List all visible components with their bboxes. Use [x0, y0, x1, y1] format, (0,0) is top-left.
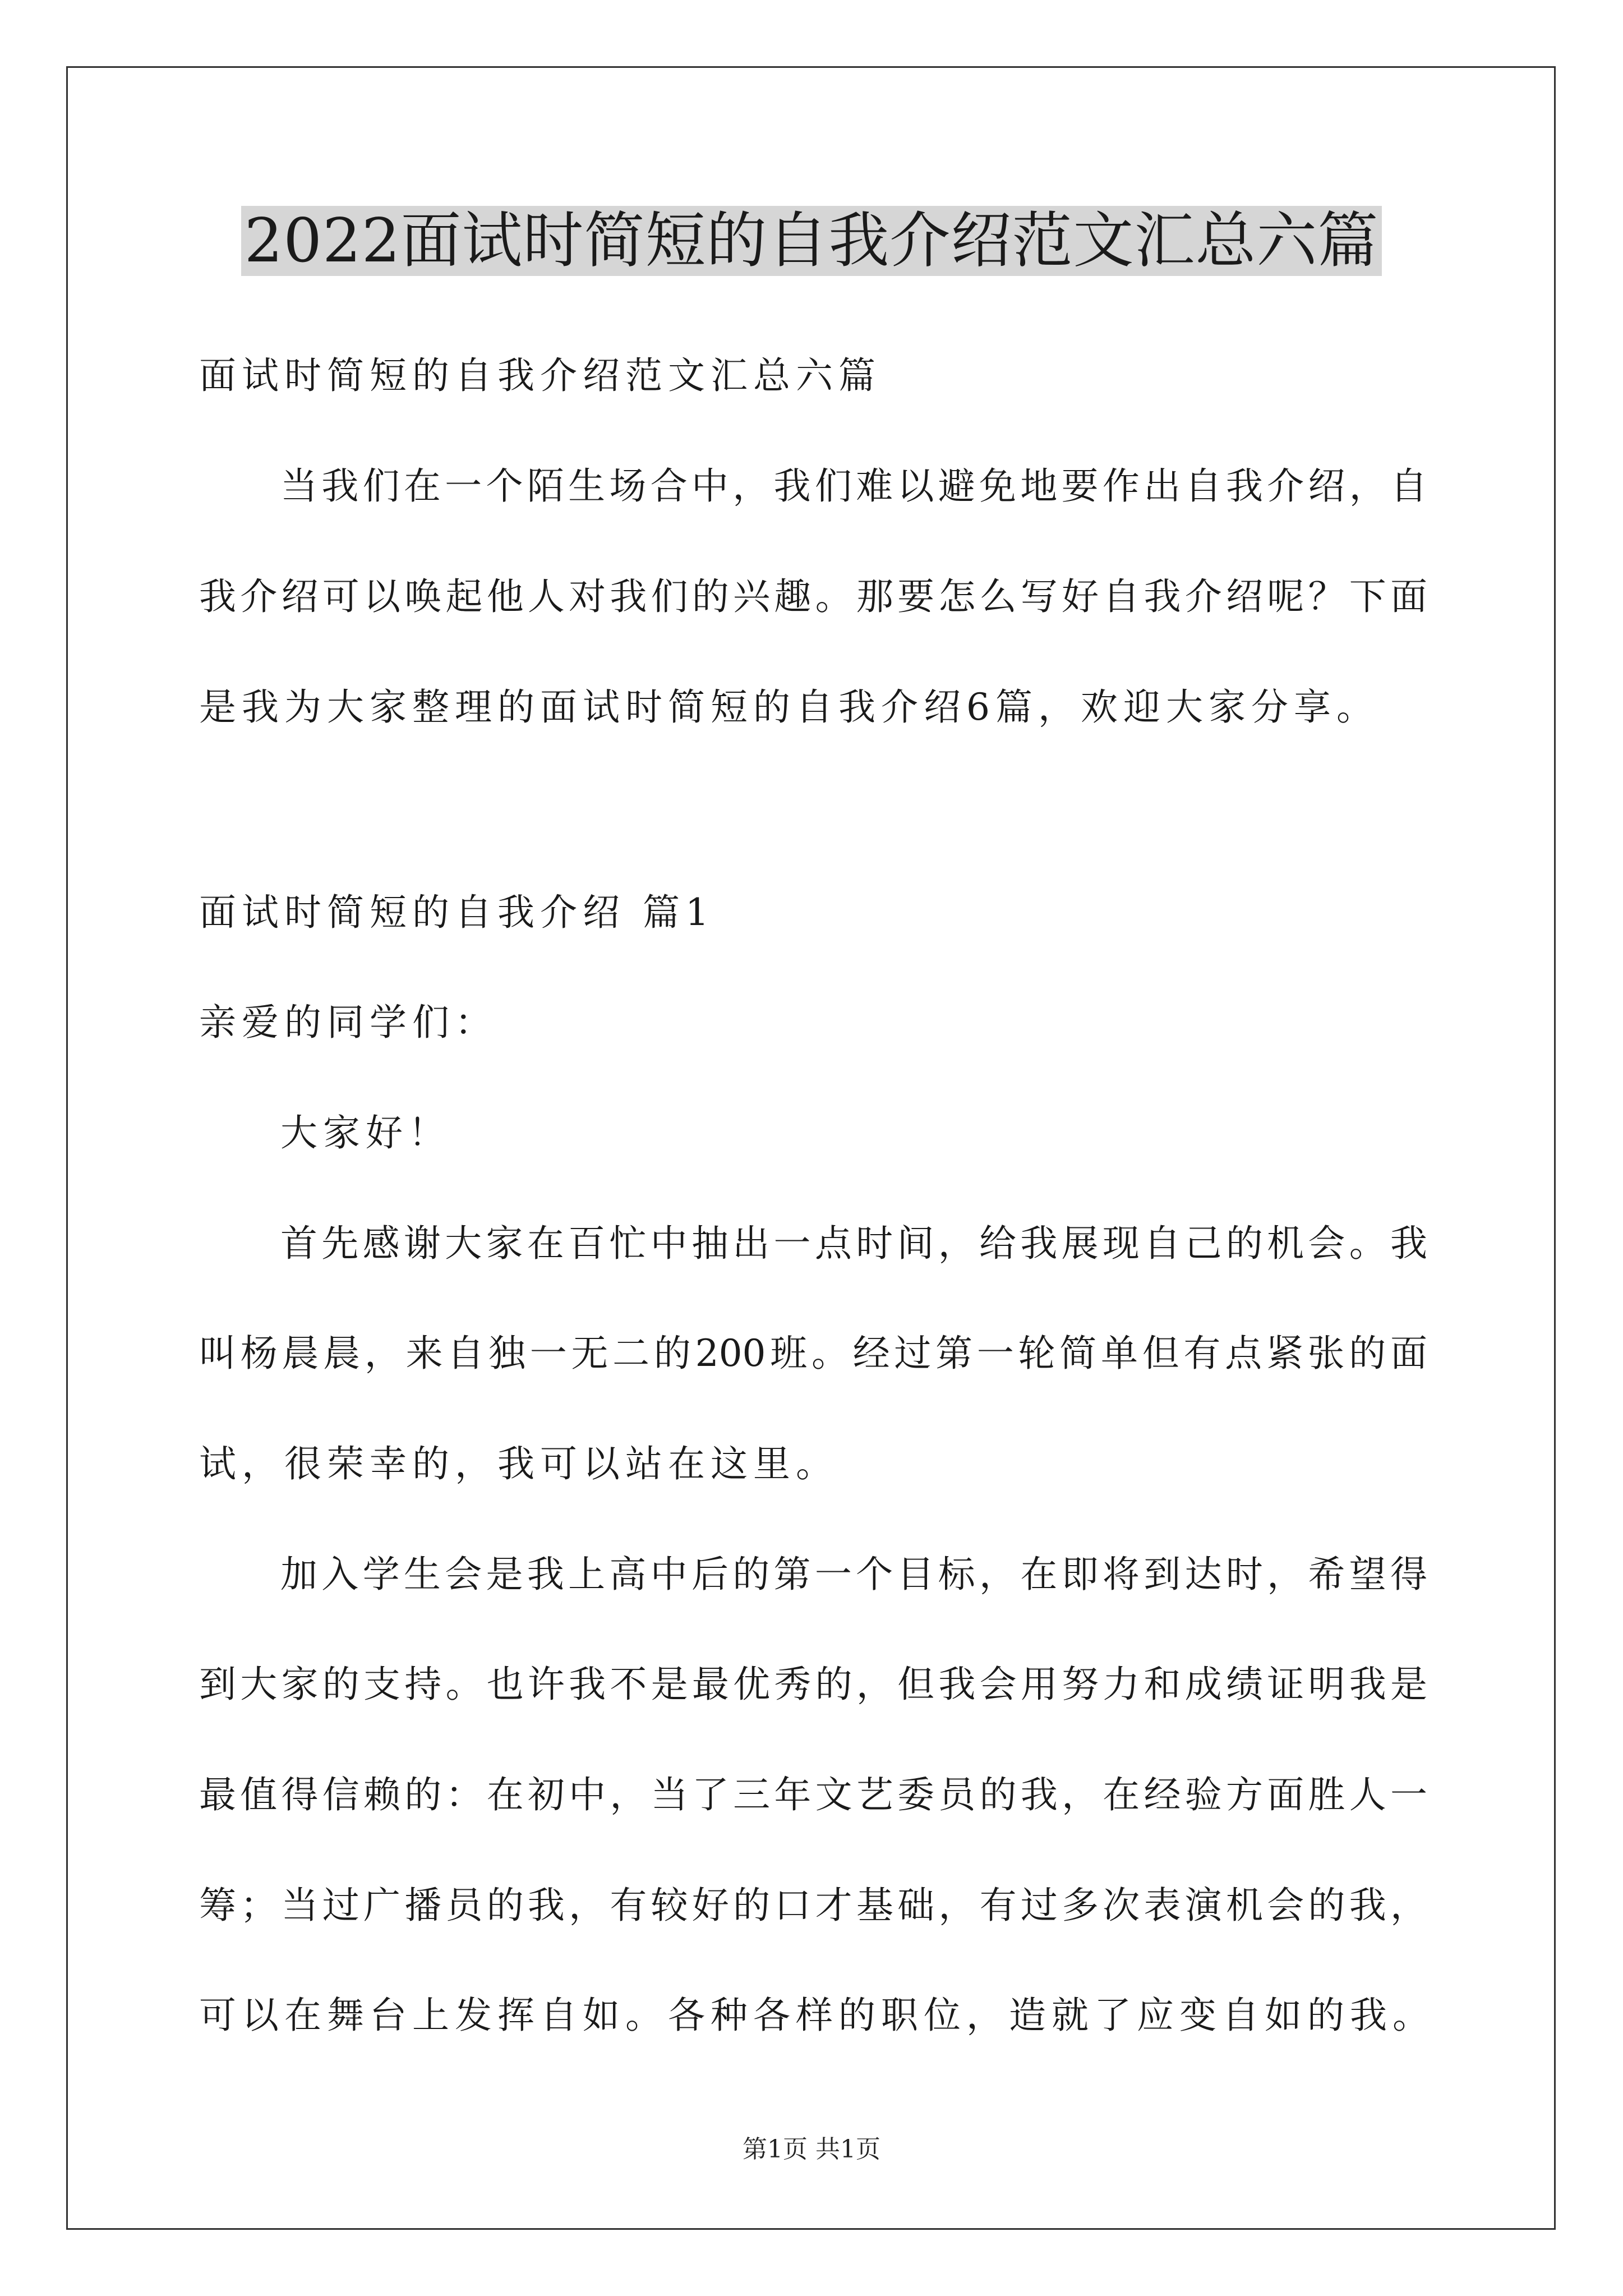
para2-line-3: 最值得信赖的：在初中，当了三年文艺委员的我，在经验方面胜人一	[199, 1773, 1427, 1816]
para2-line-1: 加入学生会是我上高中后的第一个目标，在即将到达时，希望得	[280, 1553, 1427, 1596]
para2-line-5: 可以在舞台上发挥自如。各种各样的职位，造就了应变自如的我。	[199, 1994, 1435, 2037]
para2-line-4: 筹；当过广播员的我，有较好的口才基础，有过多次表演机会的我，	[199, 1884, 1427, 1927]
document-subtitle: 面试时简短的自我介绍范文汇总六篇	[199, 354, 881, 397]
salutation: 亲爱的同学们：	[199, 1001, 497, 1044]
page-footer: 第1页 共1页	[743, 2135, 880, 2164]
intro-line-2: 我介绍可以唤起他人对我们的兴趣。那要怎么写好自我介绍呢？下面	[199, 575, 1427, 618]
document-title	[0, 202, 1623, 280]
greeting: 大家好！	[280, 1111, 451, 1154]
intro-line-3: 是我为大家整理的面试时简短的自我介绍6篇，欢迎大家分享。	[199, 685, 1379, 729]
para2-line-2: 到大家的支持。也许我不是最优秀的，但我会用努力和成绩证明我是	[199, 1663, 1427, 1706]
intro-line-1: 当我们在一个陌生场合中，我们难以避免地要作出自我介绍，自	[280, 464, 1427, 508]
para1-line-3: 试，很荣幸的，我可以站在这里。	[199, 1442, 838, 1485]
para1-line-1: 首先感谢大家在百忙中抽出一点时间，给我展现自己的机会。我	[280, 1222, 1427, 1265]
document-title-text: 2022面试时简短的自我介绍范文汇总六篇	[241, 206, 1382, 276]
section-heading: 面试时简短的自我介绍 篇1	[199, 891, 714, 934]
para1-line-2: 叫杨晨晨，来自独一无二的200班。经过第一轮简单但有点紧张的面	[199, 1332, 1427, 1375]
